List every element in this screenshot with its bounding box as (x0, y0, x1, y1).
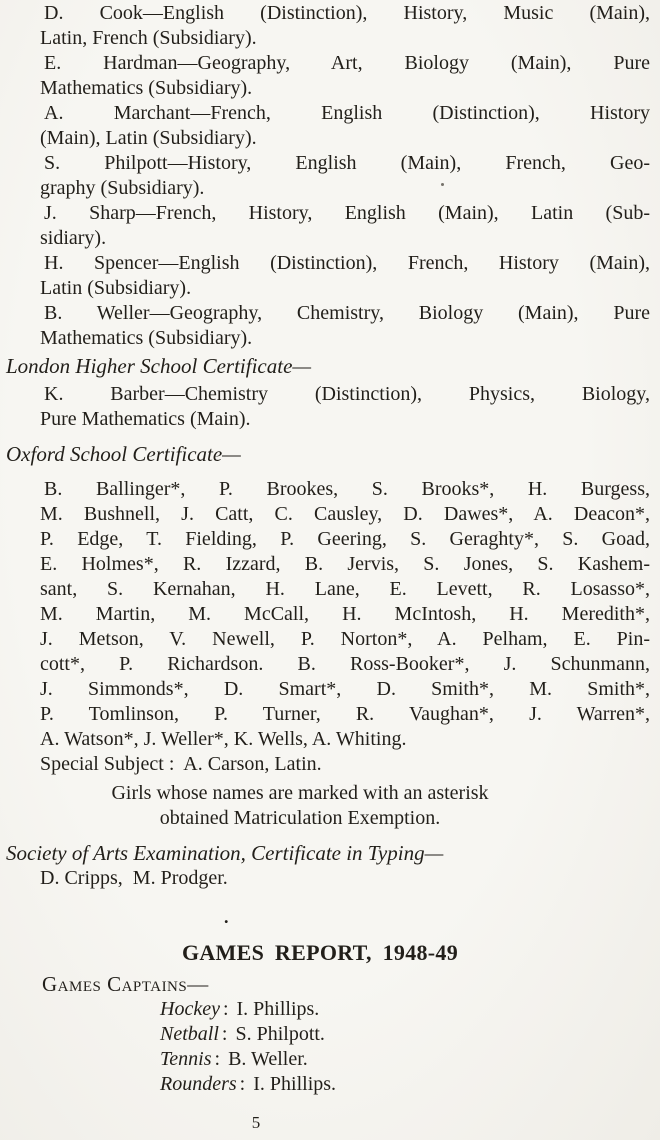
sport-label: Hockey (160, 998, 220, 1020)
entry-line: Mathematics (Subsidiary). (40, 77, 253, 99)
captain-row (0, 997, 660, 1022)
note-line: obtained Matriculation Exemption. (159, 807, 441, 829)
sport-label: Rounders (160, 1073, 237, 1095)
captain-name: I. Phillips. (253, 1073, 337, 1095)
entry-line: Pure Mathematics (Main). (40, 408, 251, 430)
note-line: Girls whose names are marked with an asterisk (111, 782, 489, 804)
colon-separator: : (214, 1048, 221, 1070)
society-heading: Society of Arts Examination, Certificate in Typing— (6, 841, 444, 865)
entry-line: P. Edge, T. Fielding, P. Geering, S. Geraghty*, S. Goad, (40, 528, 650, 550)
certificate-entry (40, 1, 650, 51)
entry-line: Mathematics (Subsidiary). (40, 327, 253, 349)
colon-separator: : (221, 1023, 228, 1045)
section-separator-dot: . (224, 907, 229, 927)
games-captains-heading: Games Captains— (42, 972, 209, 996)
entry-line: E. Holmes*, R. Izzard, B. Jervis, S. Jones, S. Kashem- (40, 553, 650, 575)
entry-line: D. Cook—English (Distinction), History, Music (Main), (44, 2, 650, 24)
captain-row (0, 1072, 660, 1097)
london-higher-heading: London Higher School Certificate— (6, 354, 312, 378)
entry-line: sant, S. Kernahan, H. Lane, E. Levett, R. Losasso*, (40, 578, 650, 600)
page-number: 5 (251, 1113, 261, 1132)
certificate-entry (40, 251, 650, 301)
colon-separator: : (222, 998, 229, 1020)
entry-line: A. Marchant—French, English (Distinction), History (44, 102, 650, 124)
oxford-results (0, 477, 660, 777)
entry-line: K. Barber—Chemistry (Distinction), Physics, Biology, (44, 383, 650, 405)
society-results (0, 866, 660, 891)
entry-line: A. Watson*, J. Weller*, K. Wells, A. Whiting. (40, 728, 407, 750)
entry-line: Latin, French (Subsidiary). (40, 27, 257, 49)
certificate-entry (40, 151, 650, 201)
oxford-heading: Oxford School Certificate— (6, 442, 241, 466)
entry-line: D. Cripps, M. Prodger. (40, 867, 228, 889)
entry-line: M. Martin, M. McCall, H. McIntosh, H. Meredith*, (40, 603, 650, 625)
entry-line: (Main), Latin (Subsidiary). (40, 127, 257, 149)
entry-line: Special Subject : A. Carson, Latin. (40, 753, 322, 775)
entry-line: sidiary). (40, 227, 107, 249)
asterisk-note (0, 781, 660, 831)
certificate-entry (40, 866, 650, 891)
captain-name: B. Weller. (228, 1048, 308, 1070)
certificate-entry (40, 301, 650, 351)
entry-line: J. Simmonds*, D. Smart*, D. Smith*, M. Smith*, (40, 678, 650, 700)
entry-line: M. Bushnell, J. Catt, C. Causley, D. Dawes*, A. Deacon*, (40, 503, 650, 525)
games-captains-list (0, 997, 660, 1097)
captain-name: I. Phillips. (236, 998, 320, 1020)
captain-row (0, 1022, 660, 1047)
certificate-entry (40, 477, 650, 752)
london-higher-results (0, 382, 660, 432)
captain-name: S. Philpott. (235, 1023, 325, 1045)
entry-line: Latin (Subsidiary). (40, 277, 192, 299)
entry-line: J. Metson, V. Newell, P. Norton*, A. Pelham, E. Pin- (40, 628, 650, 650)
entry-line: H. Spencer—English (Distinction), French, History (Main), (44, 252, 650, 274)
ink-speck (441, 183, 444, 186)
sport-label: Tennis (160, 1048, 212, 1070)
entry-line: graphy (Subsidiary). (40, 177, 205, 199)
entry-line: J. Sharp—French, History, English (Main), Latin (Sub- (44, 202, 650, 224)
entry-line: P. Tomlinson, P. Turner, R. Vaughan*, J. Warren*, (40, 703, 650, 725)
entry-line: B. Weller—Geography, Chemistry, Biology (Main), Pure (44, 302, 650, 324)
certificate-entry (40, 752, 650, 777)
entry-line: B. Ballinger*, P. Brookes, S. Brooks*, H. Burgess, (44, 478, 650, 500)
sport-label: Netball (160, 1023, 219, 1045)
colon-separator: : (239, 1073, 246, 1095)
general-certificate-results (0, 1, 660, 351)
entry-line: E. Hardman—Geography, Art, Biology (Main), Pure (44, 52, 650, 74)
certificate-entry (40, 51, 650, 101)
entry-line: S. Philpott—History, English (Main), French, Geo- (44, 152, 650, 174)
certificate-entry (40, 382, 650, 432)
certificate-entry (40, 201, 650, 251)
entry-line: cott*, P. Richardson. B. Ross-Booker*, J. Schunmann, (40, 653, 650, 675)
certificate-entry (40, 101, 650, 151)
games-report-title: GAMES REPORT, 1948-49 (181, 940, 459, 965)
captain-row (0, 1047, 660, 1072)
